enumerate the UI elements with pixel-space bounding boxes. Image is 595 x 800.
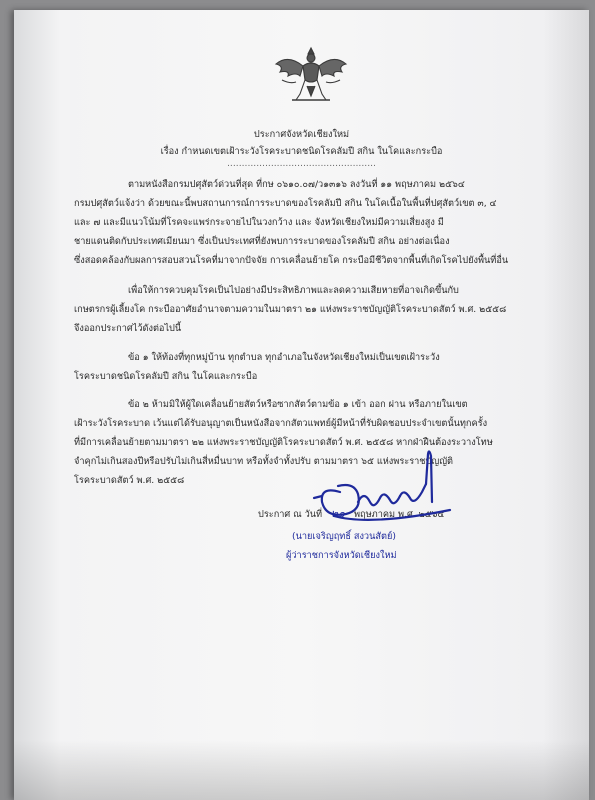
paragraph-line: ชายแดนติดกับประเทศเมียนมา ซึ่งเป็นประเทศที่ยังพบการระบาดของโรคลัมปี สกิน อย่างต่อเนื่อง [74, 236, 450, 247]
clause-line: โรคระบาดสัตว์ พ.ศ. ๒๕๕๘ [74, 475, 185, 486]
signer-name: (นายเจริญฤทธิ์ สงวนสัตย์) [292, 531, 396, 542]
shadow [14, 740, 589, 800]
announcement-subject: เรื่อง กำหนดเขตเฝ้าระวังโรคระบาดชนิดโรคลัมปี สกิน ในโคและกระบือ [160, 146, 443, 157]
paragraph-line: ตามหนังสือกรมปศุสัตว์ด่วนที่สุด ที่กษ ๐๖๑๐.๐๗/ว๑๓๑๖ ลงวันที่ ๑๑ พฤษภาคม ๒๕๖๔ [128, 179, 465, 190]
clause-line: ข้อ ๒ ห้ามมิให้ผู้ใดเคลื่อนย้ายสัตว์หรือซากสัตว์ตามข้อ ๑ เข้า ออก ผ่าน หรือภายในเขต [128, 399, 468, 410]
document-sheet [14, 10, 589, 800]
paragraph-line: ซึ่งสอดคล้องกับผลการสอบสวนโรคที่มาจากปัจจัย การเคลื่อนย้ายโค กระบือมีชีวิตจากพื้นที่เกิดโรคไปยังพื้นที่อื่น [74, 255, 509, 266]
clause-line: โรคระบาดชนิดโรคลัมปี สกิน ในโคและกระบือ [74, 371, 258, 382]
paragraph-line: กรมปศุสัตว์แจ้งว่า ด้วยขณะนี้พบสถานการณ์การระบาดของโรคลัมปี สกิน ในโคเนื้อในพื้นที่ปศุสัตว์เขต ๓, ๔ [74, 198, 497, 209]
date-month-year: พฤษภาคม พ.ศ. ๒๕๖๔ [353, 509, 445, 520]
paragraph-line: เพื่อให้การควบคุมโรคเป็นไปอย่างมีประสิทธิภาพและลดความเสียหายที่อาจเกิดขึ้นกับ [128, 285, 459, 296]
garuda-emblem-icon [270, 44, 352, 104]
handwritten-signature-icon [300, 442, 470, 530]
paragraph-line: และ ๗ และมีแนวโน้มที่โรคจะแพร่กระจายไปในวงกว้าง และ จังหวัดเชียงใหม่มีความเสี่ยงสูง มี [74, 217, 444, 228]
announcement-title: ประกาศจังหวัดเชียงใหม่ [253, 129, 350, 140]
paragraph-line: จึงออกประกาศไว้ดังต่อไปนี้ [74, 323, 182, 334]
paragraph-line: เกษตรกรผู้เลี้ยงโค กระบืออาศัยอำนาจตามความในมาตรา ๒๑ แห่งพระราชบัญญัติโรคระบาดสัตว์ พ.ศ. ๒๕๕๘ [74, 304, 507, 315]
signer-title: ผู้ว่าราชการจังหวัดเชียงใหม่ [286, 550, 397, 561]
date-day: ๒๑ [330, 507, 346, 520]
clause-line: ข้อ ๑ ให้ท้องที่ทุกหมู่บ้าน ทุกตำบล ทุกอำเภอในจังหวัดเชียงใหม่เป็นเขตเฝ้าระวัง [128, 352, 440, 363]
clause-line: ที่มีการเคลื่อนย้ายตามมาตรา ๒๒ แห่งพระราชบัญญัติโรคระบาดสัตว์ พ.ศ. ๒๕๕๘ หากฝ่าฝืนต้องระวางโทษ [74, 437, 493, 448]
date-prefix: ประกาศ ณ วันที่ [258, 509, 323, 520]
clause-line: จำคุกไม่เกินสองปีหรือปรับไม่เกินสี่หมื่นบาท หรือทั้งจำทั้งปรับ ตามมาตรา ๖๕ แห่งพระราชบัญญัติ [74, 456, 454, 467]
separator: ................................................... [227, 158, 376, 169]
clause-line: เฝ้าระวังโรคระบาด เว้นแต่ได้รับอนุญาตเป็นหนังสือจากสัตวแพทย์ผู้มีหน้าที่รับผิดชอบประจำเขตนั้นทุกครั้ง [74, 418, 488, 429]
